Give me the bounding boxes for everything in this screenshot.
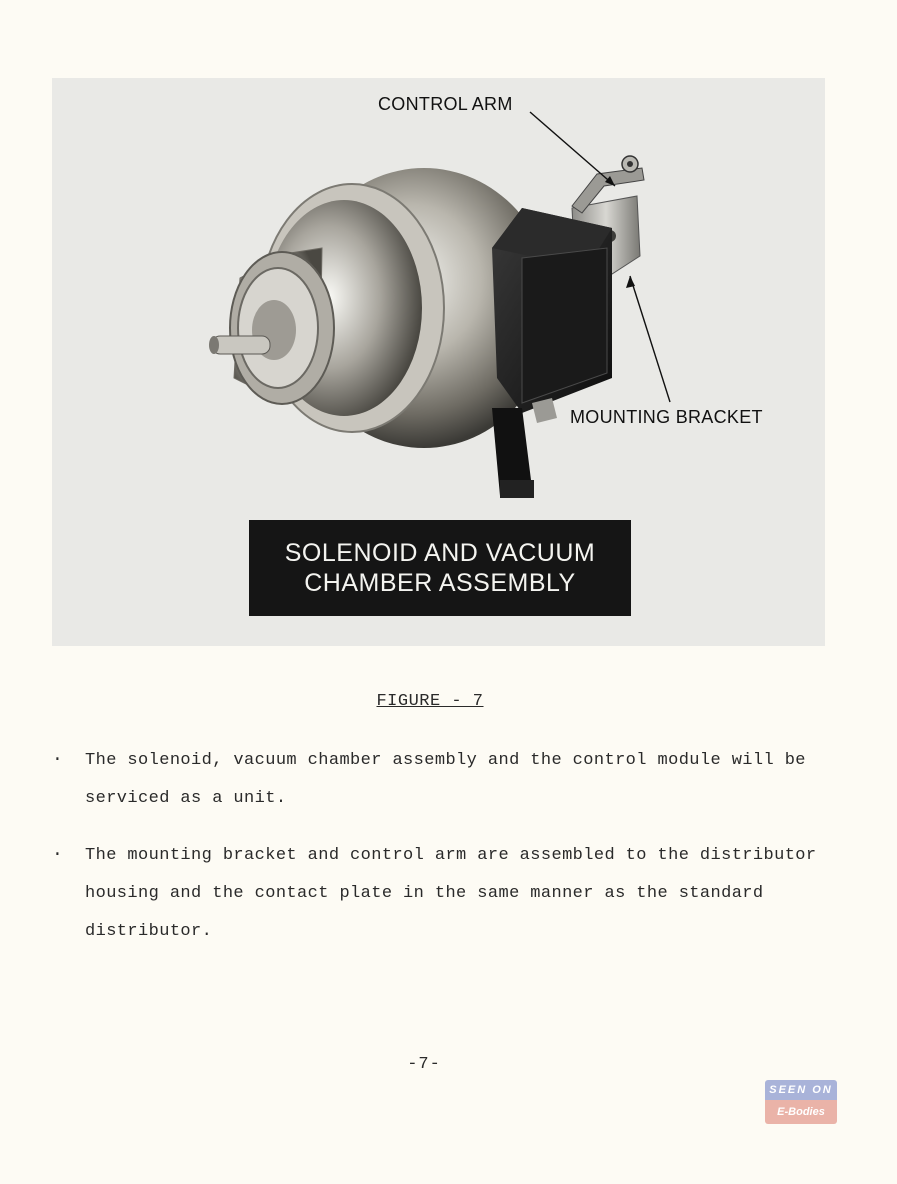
caption-line-1: SOLENOID AND VACUUM — [284, 539, 596, 567]
figure-photo — [52, 78, 825, 646]
mounting-bracket-callout: MOUNTING BRACKET — [570, 407, 763, 427]
paragraph-2: The mounting bracket and control arm are assembled to the distributor housing and the contact plate in the same manner as the standard distributor. — [85, 846, 817, 941]
watermark-bottom: E-Bodies — [765, 1100, 837, 1124]
page-number: -7- — [407, 1055, 441, 1074]
seen-on-e-bodies-watermark — [765, 1080, 837, 1124]
control-arm-callout: CONTROL ARM — [378, 94, 513, 114]
bullet-1: . — [52, 746, 63, 766]
bullet-2: . — [52, 841, 63, 861]
paragraph-1: The solenoid, vacuum chamber assembly and the control module will be serviced as a unit. — [85, 751, 806, 808]
figure-number-label: FIGURE - 7 — [376, 692, 484, 711]
watermark-top: SEEN ON — [765, 1080, 837, 1100]
figure-caption-box — [249, 520, 631, 616]
caption-line-2: CHAMBER ASSEMBLY — [304, 569, 576, 597]
